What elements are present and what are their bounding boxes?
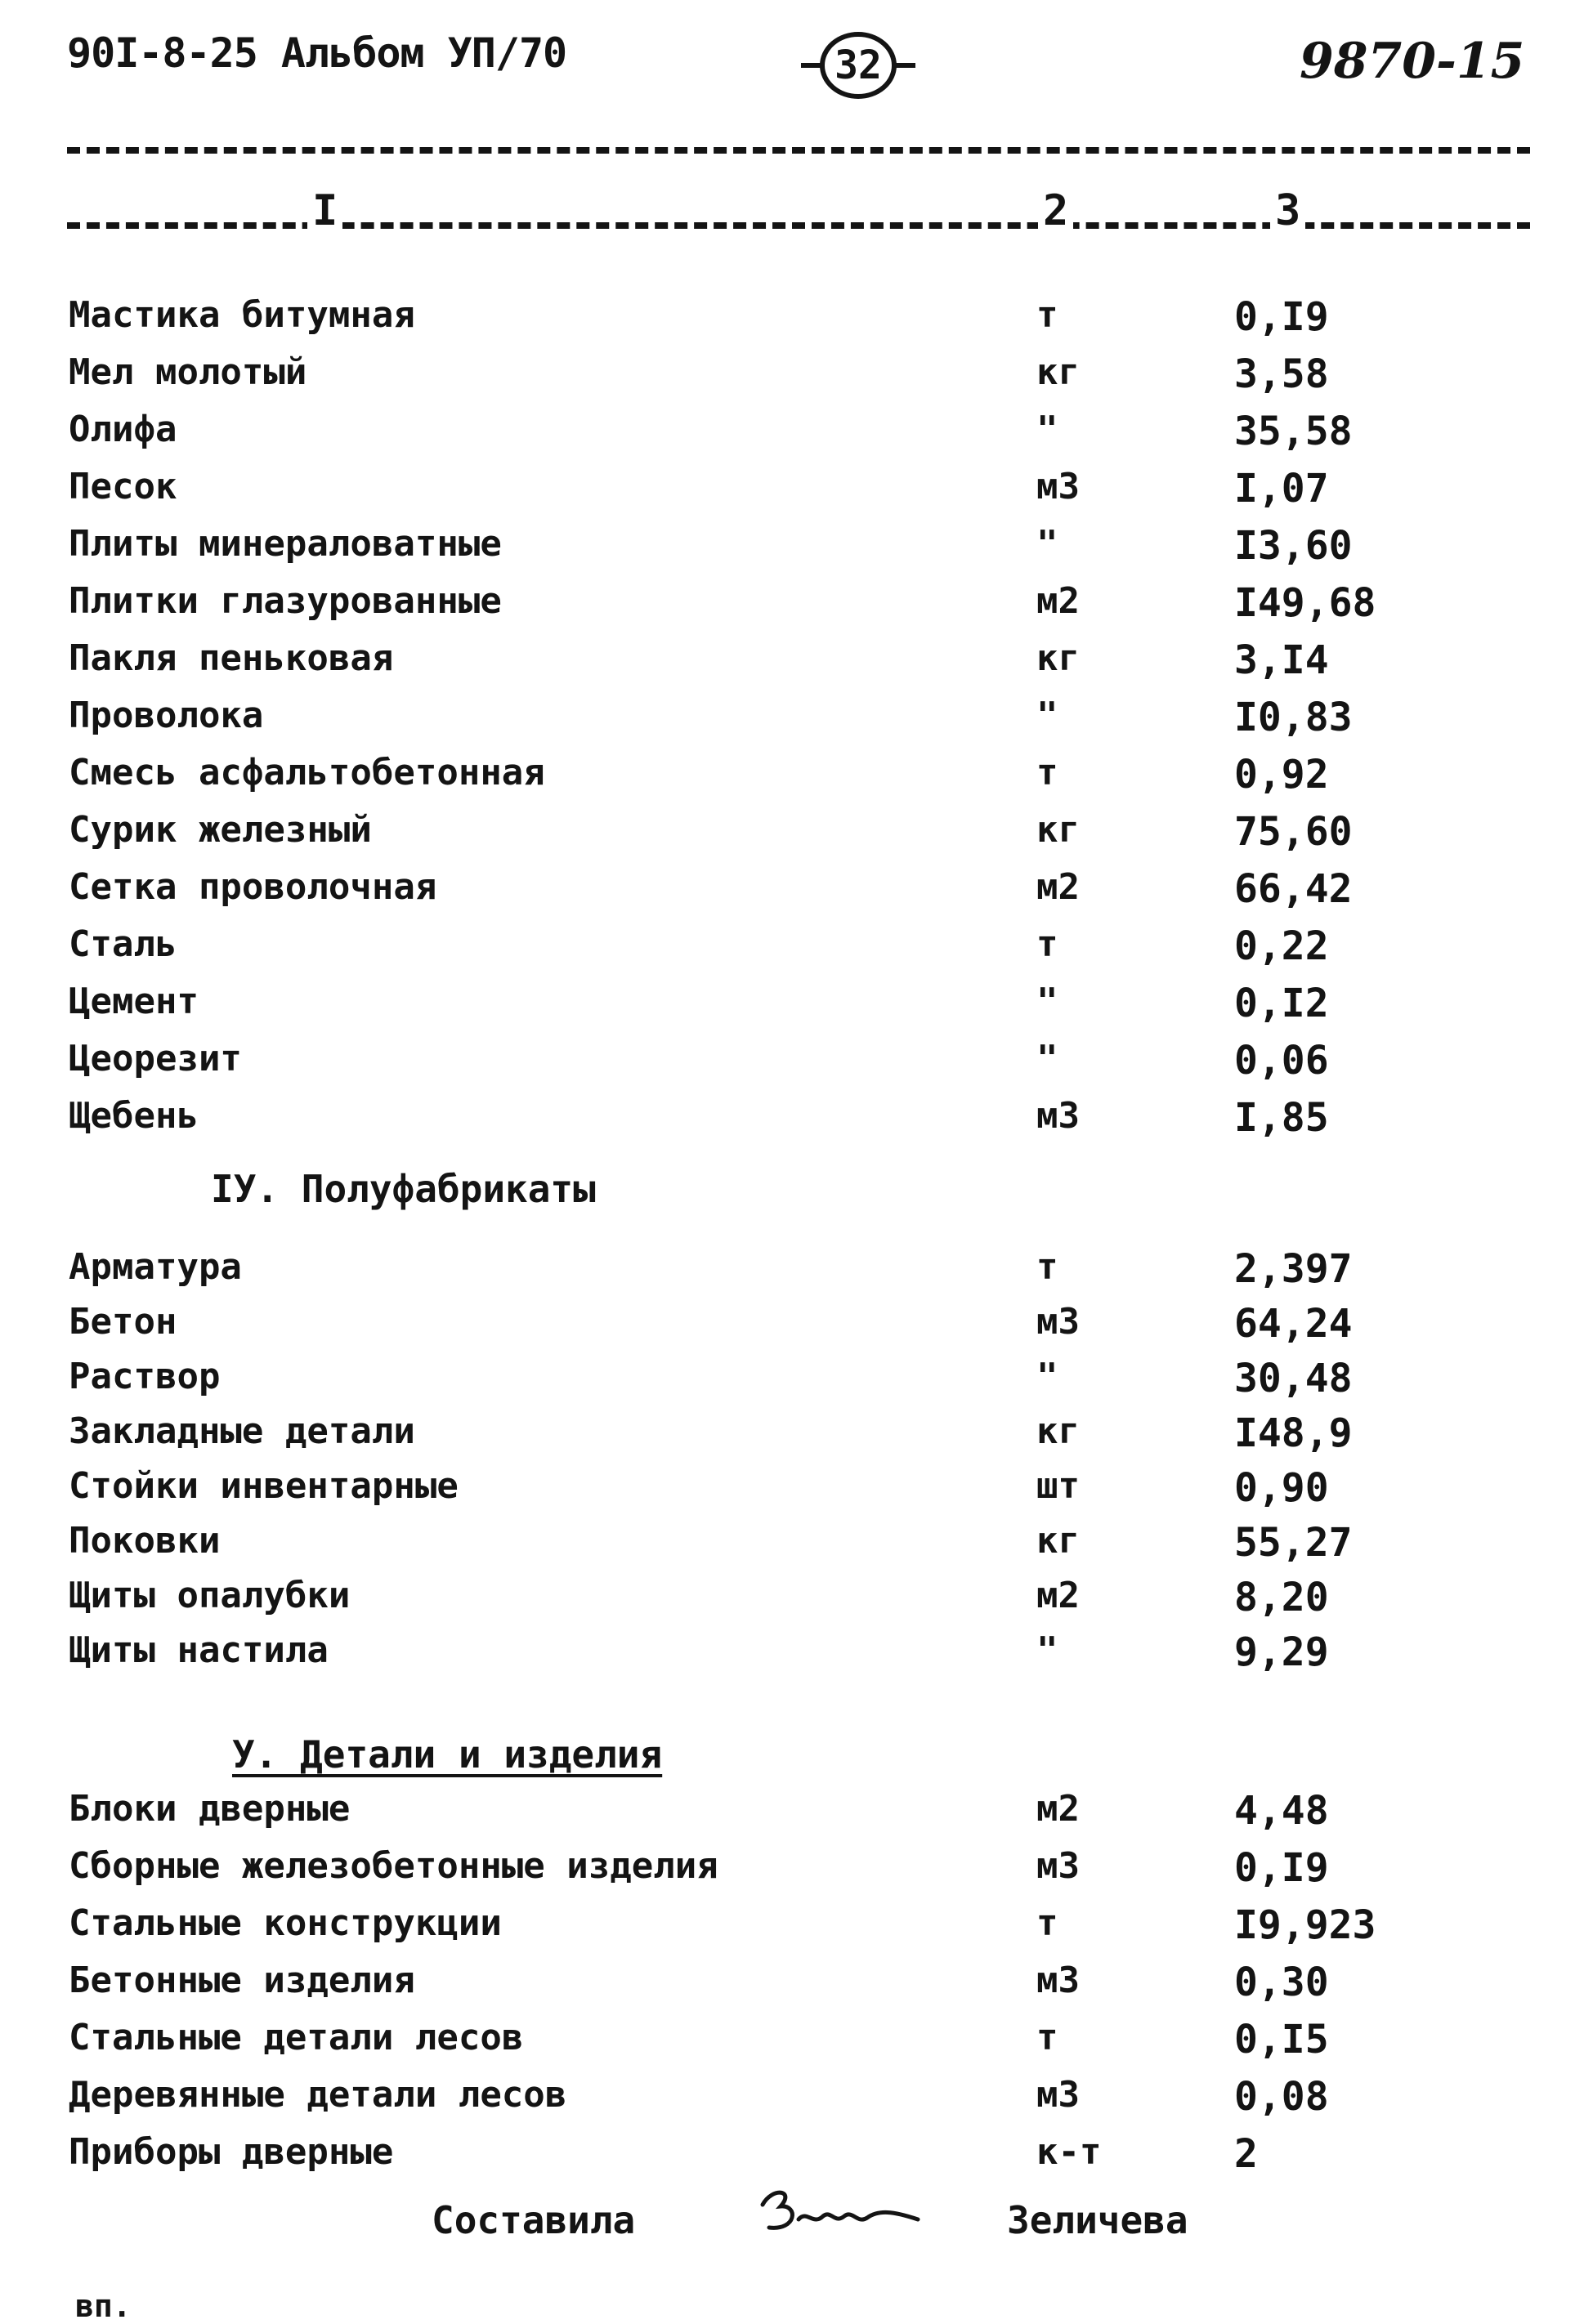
item-unit: кг [1036,1520,1080,1562]
document-number: 9870-15 [1300,33,1525,90]
item-quantity: 66,42 [1234,866,1353,912]
item-unit: кг [1036,809,1080,851]
item-unit: т [1036,923,1058,965]
list-item [0,1095,1593,1144]
list-item [0,523,1593,572]
item-name: Стальные конструкции [69,1902,502,1944]
handwritten-signature [756,2180,928,2249]
list-item [0,1410,1593,1459]
item-name: Цемент [69,981,199,1022]
item-quantity: I3,60 [1234,523,1353,569]
item-quantity: 4,48 [1234,1788,1329,1834]
item-name: Блоки дверные [69,1788,351,1830]
item-name: Щебень [69,1095,199,1137]
list-item [0,1246,1593,1295]
item-name: Стойки инвентарные [69,1465,459,1507]
item-unit: кг [1036,637,1080,679]
list-item [0,2017,1593,2066]
item-unit: шт [1036,1465,1080,1507]
item-quantity: 3,58 [1234,351,1329,397]
list-item [0,1465,1593,1514]
item-name: Сетка проволочная [69,866,437,908]
item-quantity: 35,58 [1234,409,1353,454]
item-name: Щиты настила [69,1629,329,1671]
footer-mark: вп. [75,2288,132,2324]
list-item [0,1356,1593,1405]
item-unit: т [1036,1246,1058,1288]
item-unit: кг [1036,1410,1080,1452]
item-quantity: I49,68 [1234,580,1376,626]
item-unit: т [1036,752,1058,793]
item-unit: к-т [1036,2131,1102,2173]
item-quantity: 0,90 [1234,1465,1329,1511]
item-name: Сборные железобетонные изделия [69,1845,718,1887]
list-item [0,923,1593,972]
item-unit: " [1036,409,1058,450]
list-item [0,695,1593,744]
item-name: Проволока [69,695,264,736]
item-quantity: 0,06 [1234,1038,1329,1084]
item-name: Сурик железный [69,809,372,851]
item-name: Приборы дверные [69,2131,394,2173]
item-quantity: 30,48 [1234,1356,1353,1401]
item-quantity: I0,83 [1234,695,1353,740]
list-item [0,1788,1593,1837]
item-unit: м2 [1036,866,1080,908]
item-unit: " [1036,1038,1058,1079]
item-name: Плитки глазурованные [69,580,502,622]
item-quantity: I9,923 [1234,1902,1376,1948]
item-name: Цеорезит [69,1038,242,1079]
item-unit: " [1036,1629,1058,1671]
item-name: Плиты минераловатные [69,523,502,565]
list-item [0,2074,1593,2123]
item-quantity: 55,27 [1234,1520,1353,1566]
item-quantity: 0,30 [1234,1960,1329,2005]
item-unit: м3 [1036,1301,1080,1343]
item-name: Арматура [69,1246,242,1288]
page-number-badge [801,25,915,106]
item-quantity: 0,I9 [1234,1845,1329,1891]
list-item [0,1845,1593,1894]
item-quantity: 2 [1234,2131,1258,2177]
item-name: Смесь асфальтобетонная [69,752,545,793]
column-header-unit: 2 [1038,186,1073,235]
item-unit: м3 [1036,1960,1080,2001]
item-quantity: 0,92 [1234,752,1329,798]
list-item [0,1575,1593,1624]
page-number: 32 [835,42,882,88]
item-unit: т [1036,1902,1058,1944]
section-title-details: У. Детали и изделия [232,1732,663,1777]
item-quantity: I48,9 [1234,1410,1353,1456]
item-unit: " [1036,1356,1058,1397]
column-header-quantity: 3 [1270,186,1305,235]
list-item [0,1960,1593,2009]
item-unit: м3 [1036,466,1080,507]
item-quantity: I,07 [1234,466,1329,512]
item-quantity: 0,22 [1234,923,1329,969]
list-item [0,981,1593,1030]
item-name: Щиты опалубки [69,1575,351,1616]
item-unit: м3 [1036,1845,1080,1887]
album-reference: 90I-8-25 Альбом УП/70 [67,29,567,77]
list-item [0,866,1593,915]
item-unit: м3 [1036,1095,1080,1137]
list-item [0,1520,1593,1569]
item-quantity: 8,20 [1234,1575,1329,1620]
item-quantity: I,85 [1234,1095,1329,1141]
item-unit: т [1036,2017,1058,2058]
list-item [0,409,1593,458]
item-unit: м2 [1036,580,1080,622]
item-unit: м2 [1036,1788,1080,1830]
item-unit: кг [1036,351,1080,393]
item-name: Бетонные изделия [69,1960,415,2001]
item-name: Деревянные детали лесов [69,2074,567,2116]
item-name: Олифа [69,409,177,450]
list-item [0,580,1593,629]
column-header-name: I [307,186,342,235]
item-name: Песок [69,466,177,507]
compiled-by-name: Зеличева [1007,2198,1188,2242]
item-name: Мел молотый [69,351,307,393]
compiled-by-label: Составила [432,2198,636,2242]
list-item [0,466,1593,515]
item-name: Закладные детали [69,1410,415,1452]
list-item [0,637,1593,686]
item-unit: " [1036,981,1058,1022]
item-quantity: 75,60 [1234,809,1353,855]
item-name: Стальные детали лесов [69,2017,524,2058]
list-item [0,1629,1593,1678]
item-name: Пакля пеньковая [69,637,394,679]
item-unit: м2 [1036,1575,1080,1616]
item-quantity: 0,08 [1234,2074,1329,2120]
list-item [0,351,1593,400]
list-item [0,752,1593,801]
list-item [0,294,1593,343]
item-name: Раствор [69,1356,221,1397]
item-quantity: 0,I5 [1234,2017,1329,2063]
item-name: Мастика битумная [69,294,415,336]
item-unit: " [1036,695,1058,736]
list-item [0,1301,1593,1350]
item-unit: м3 [1036,2074,1080,2116]
item-quantity: 3,I4 [1234,637,1329,683]
dashed-divider-columns [67,222,1530,229]
item-quantity: 2,397 [1234,1246,1353,1292]
item-name: Бетон [69,1301,177,1343]
item-quantity: 9,29 [1234,1629,1329,1675]
item-unit: т [1036,294,1058,336]
item-quantity: 0,I2 [1234,981,1329,1026]
item-unit: " [1036,523,1058,565]
list-item [0,1038,1593,1087]
list-item [0,2131,1593,2180]
list-item [0,1902,1593,1951]
item-name: Поковки [69,1520,221,1562]
dashed-divider-top [67,147,1530,154]
signature-icon [756,2180,928,2246]
list-item [0,809,1593,858]
item-quantity: 0,I9 [1234,294,1329,340]
section-title-semifinished: IУ. Полуфабрикаты [211,1167,596,1211]
item-quantity: 64,24 [1234,1301,1353,1347]
item-name: Сталь [69,923,177,965]
